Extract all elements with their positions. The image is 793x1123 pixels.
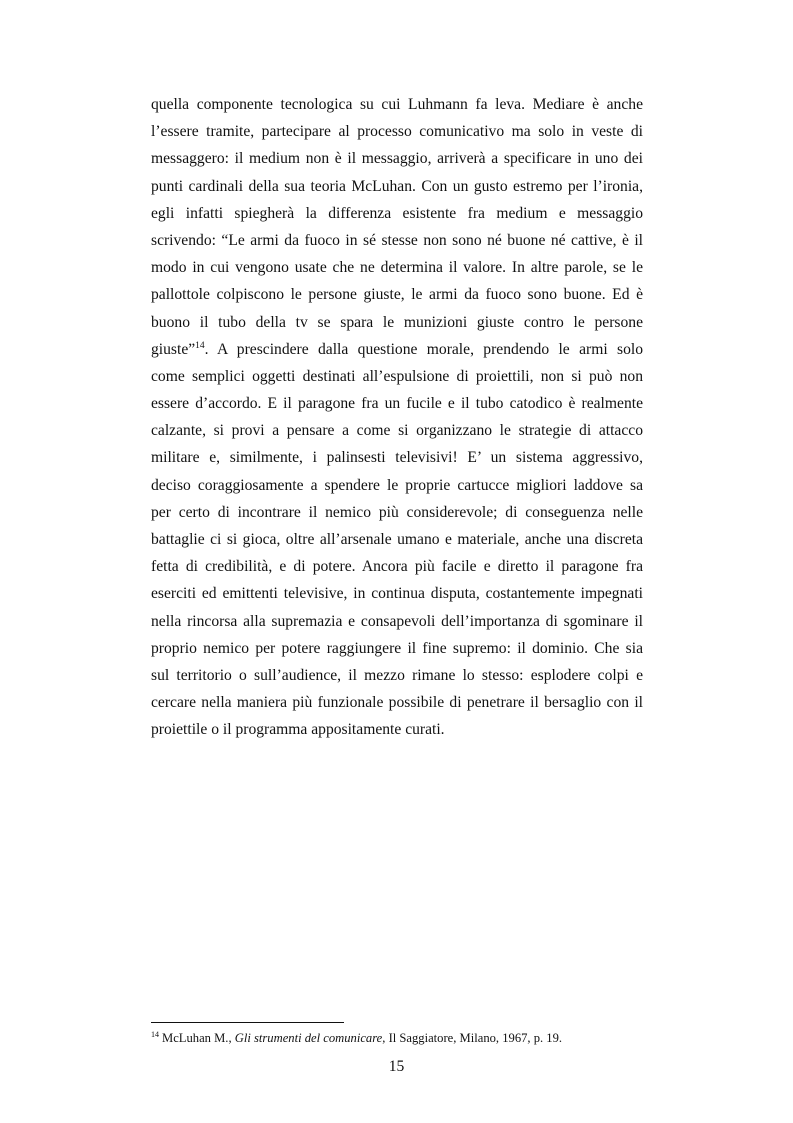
body-line-10-start: giuste” [151, 340, 196, 358]
body-line-10 [151, 336, 643, 363]
footnote-author: McLuhan M., [162, 1031, 235, 1045]
body-line-20: nella rincorsa alla supremazia e consapevoli dell’importanza di sgominare il [151, 612, 643, 630]
footnote-divider [151, 1022, 344, 1023]
body-line-14: militare e, similmente, i palinsesti televisivi! E’ un sistema aggressivo, [151, 449, 643, 467]
body-line-11: come semplici oggetti destinati all’espulsione di proiettili, non si può non [151, 367, 643, 385]
body-line-9: buono il tubo della tv se spara le munizioni giuste contro le persone [151, 313, 643, 331]
page-number: 15 [388, 1058, 405, 1075]
footnote-book-title: Gli strumenti del comunicare [234, 1031, 383, 1045]
body-line-16: per certo di incontrare il nemico più considerevole; di conseguenza nelle [151, 503, 643, 521]
body-line-2: l’essere tramite, partecipare al processo comunicativo ma solo in veste di [151, 123, 643, 141]
body-line-4: punti cardinali della sua teoria McLuhan. Con un gusto estremo per l’ironia, [151, 177, 643, 195]
body-line-18: fetta di credibilità, e di potere. Ancora più facile e diretto il paragone fra [151, 558, 643, 576]
body-line-22: sul territorio o sull’audience, il mezzo rimane lo stesso: esplodere colpi e [151, 666, 643, 684]
body-line-13: calzante, si provi a pensare a come si organizzano le strategie di attacco [151, 422, 643, 440]
footnote-publication: , Il Saggiatore, Milano, 1967, p. 19. [382, 1031, 563, 1045]
body-line-21: proprio nemico per potere raggiungere il fine supremo: il dominio. Che sia [151, 639, 643, 657]
footnote-number: 14 [151, 1030, 159, 1039]
body-text [151, 91, 643, 744]
footnote [151, 1030, 643, 1046]
body-line-8: pallottole colpiscono le persone giuste, le armi da fuoco sono buone. Ed è [151, 286, 643, 304]
body-line-6: scrivendo: “Le armi da fuoco in sé stesse non sono né buone né cattive, è il [151, 231, 643, 249]
body-line-10-end: . A prescindere dalla questione morale, prendendo le armi solo [204, 340, 643, 358]
body-line-23: cercare nella maniera più funzionale possibile di penetrare il bersaglio con il [151, 694, 643, 712]
body-line-15: deciso coraggiosamente a spendere le proprie cartucce migliori laddove sa [151, 476, 643, 494]
body-line-17: battaglie ci si gioca, oltre all’arsenale umano e materiale, anche una discreta [151, 531, 643, 548]
body-line-19: eserciti ed emittenti televisive, in continua disputa, costantemente impegnati [151, 585, 643, 603]
body-line-5: egli infatti spiegherà la differenza esistente fra medium e messaggio [151, 204, 643, 222]
body-line-24: proiettile o il programma appositamente curati. [151, 721, 445, 739]
footnote-reference: 14 [195, 340, 205, 351]
body-line-3: messaggero: il medium non è il messaggio, arriverà a specificare in uno dei [151, 150, 643, 168]
body-line-12: essere d’accordo. E il paragone fra un fucile e il tubo catodico è realmente [151, 395, 643, 413]
body-line-1: quella componente tecnologica su cui Luhmann fa leva. Mediare è anche [151, 96, 643, 113]
body-line-7: modo in cui vengono usate che ne determina il valore. In altre parole, se le [151, 259, 643, 277]
